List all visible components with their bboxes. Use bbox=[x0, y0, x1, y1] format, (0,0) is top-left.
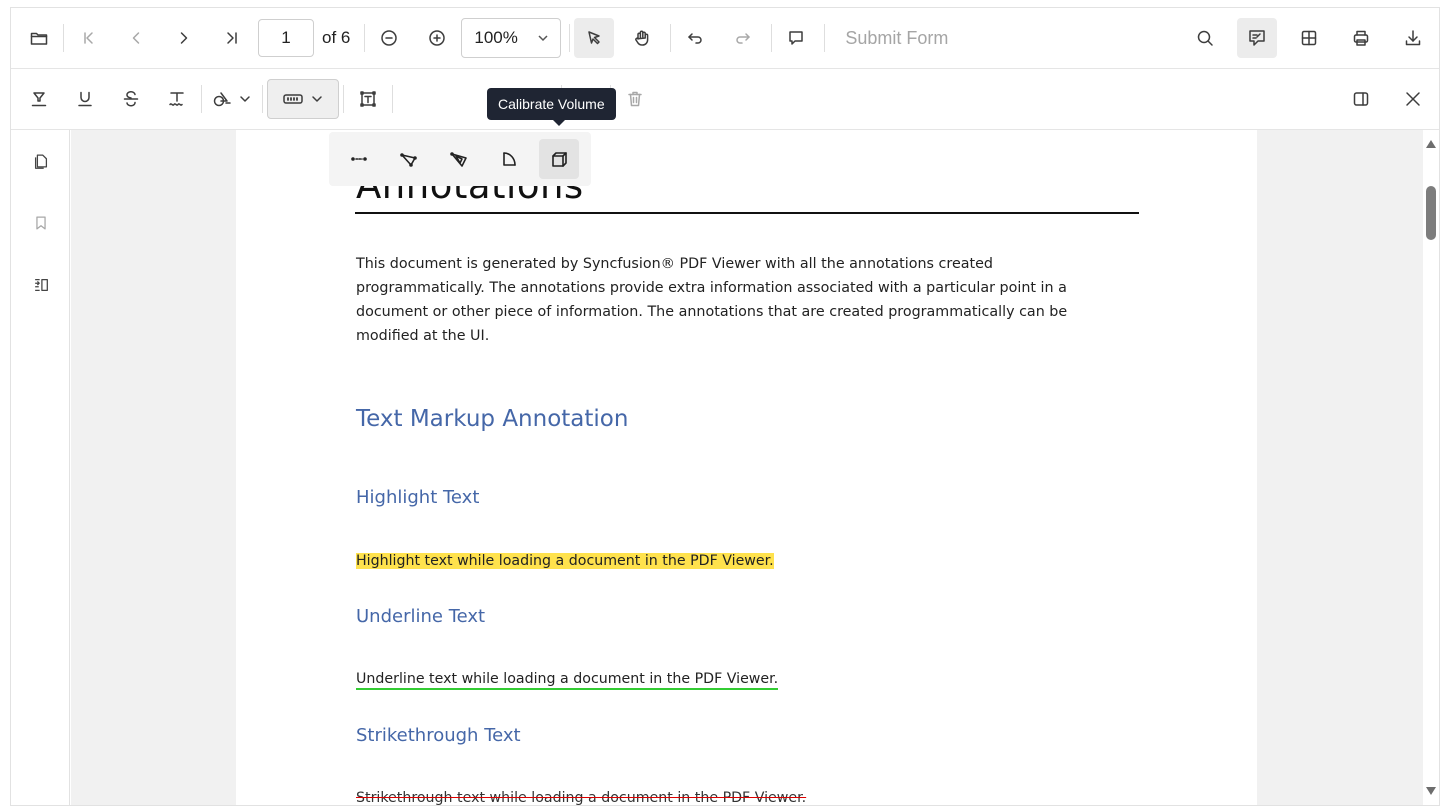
undo-icon[interactable] bbox=[675, 18, 715, 58]
previous-page-icon[interactable] bbox=[116, 18, 156, 58]
divider bbox=[392, 85, 393, 113]
divider bbox=[262, 85, 263, 113]
divider bbox=[569, 24, 570, 52]
vertical-scrollbar[interactable] bbox=[1423, 130, 1439, 805]
measure-icon bbox=[282, 89, 304, 109]
organize-pages-icon[interactable] bbox=[11, 254, 70, 316]
close-icon[interactable] bbox=[1393, 79, 1433, 119]
underline-heading: Underline Text bbox=[356, 606, 486, 627]
bookmark-icon[interactable] bbox=[11, 192, 70, 254]
pdf-viewer bbox=[10, 7, 1440, 806]
zoom-out-icon[interactable] bbox=[369, 18, 409, 58]
shapes-dropdown[interactable] bbox=[206, 79, 258, 119]
divider bbox=[63, 24, 64, 52]
comment-icon[interactable] bbox=[776, 18, 816, 58]
submit-form-button[interactable]: Submit Form bbox=[845, 27, 949, 48]
navigation-sidebar bbox=[11, 130, 70, 805]
open-folder-icon[interactable] bbox=[19, 18, 59, 58]
document-viewer[interactable] bbox=[71, 130, 1423, 805]
annotation-toolbar bbox=[11, 69, 1439, 130]
title-rule bbox=[355, 212, 1139, 214]
divider bbox=[824, 24, 825, 52]
highlight-heading: Highlight Text bbox=[356, 487, 480, 508]
highlight-icon[interactable] bbox=[19, 79, 59, 119]
underline-icon[interactable] bbox=[65, 79, 105, 119]
annotation-edit-icon[interactable] bbox=[1237, 18, 1277, 58]
measure-popup bbox=[329, 132, 591, 186]
strikethrough-annotation[interactable]: Strikethrough text while loading a document in the PDF Viewer. bbox=[356, 790, 807, 805]
strike-heading: Strikethrough Text bbox=[356, 725, 521, 746]
page-thumbnails-icon[interactable] bbox=[11, 130, 70, 192]
scroll-thumb[interactable] bbox=[1426, 186, 1436, 240]
squiggly-icon[interactable] bbox=[157, 79, 197, 119]
perimeter-icon[interactable] bbox=[389, 139, 429, 179]
last-page-icon[interactable] bbox=[212, 18, 252, 58]
volume-icon[interactable] bbox=[539, 139, 579, 179]
form-designer-icon[interactable] bbox=[1289, 18, 1329, 58]
radius-icon[interactable] bbox=[489, 139, 529, 179]
underline-annotation[interactable]: Underline text while loading a document in the PDF Viewer. bbox=[356, 671, 778, 690]
tooltip: Calibrate Volume bbox=[487, 88, 616, 120]
chevron-down-icon bbox=[310, 92, 324, 106]
zoom-value: 100% bbox=[474, 28, 518, 47]
shapes-icon bbox=[212, 89, 232, 109]
print-icon[interactable] bbox=[1341, 18, 1381, 58]
comment-panel-icon[interactable] bbox=[1341, 79, 1381, 119]
zoom-dropdown[interactable] bbox=[461, 18, 561, 58]
divider bbox=[771, 24, 772, 52]
divider bbox=[364, 24, 365, 52]
download-icon[interactable] bbox=[1393, 18, 1433, 58]
redo-icon[interactable] bbox=[723, 18, 763, 58]
current-page-input[interactable]: 1 bbox=[258, 19, 314, 57]
area-icon[interactable] bbox=[439, 139, 479, 179]
strikethrough-icon[interactable] bbox=[111, 79, 151, 119]
chevron-down-icon bbox=[238, 92, 252, 106]
highlight-annotation[interactable]: Highlight text while loading a document in the PDF Viewer. bbox=[356, 553, 774, 569]
divider bbox=[343, 85, 344, 113]
divider bbox=[670, 24, 671, 52]
divider bbox=[201, 85, 202, 113]
highlight-line bbox=[356, 553, 774, 569]
scroll-down-arrow[interactable] bbox=[1426, 787, 1436, 795]
search-icon[interactable] bbox=[1185, 18, 1225, 58]
zoom-in-icon[interactable] bbox=[417, 18, 457, 58]
section-heading: Text Markup Annotation bbox=[356, 406, 629, 432]
first-page-icon[interactable] bbox=[68, 18, 108, 58]
pdf-page bbox=[236, 130, 1257, 805]
measure-dropdown[interactable] bbox=[267, 79, 339, 119]
underline-line bbox=[356, 671, 778, 687]
free-text-icon[interactable] bbox=[348, 79, 388, 119]
next-page-icon[interactable] bbox=[164, 18, 204, 58]
select-pointer-icon[interactable] bbox=[574, 18, 614, 58]
pan-hand-icon[interactable] bbox=[622, 18, 662, 58]
page-count-label: of 6 bbox=[322, 28, 351, 47]
chevron-down-icon bbox=[536, 31, 550, 45]
scroll-up-arrow[interactable] bbox=[1426, 140, 1436, 148]
intro-paragraph: This document is generated by Syncfusion® PDF Viewer with all the annotations created programmatically. The annotations provide extra information associated with a particular point in a document or other piece of information. The annotations that are created programmatically can be modified at the UI. bbox=[356, 256, 1068, 344]
distance-icon[interactable] bbox=[339, 139, 379, 179]
delete-icon[interactable] bbox=[615, 79, 655, 119]
strike-line bbox=[356, 790, 806, 805]
main-toolbar bbox=[11, 8, 1439, 69]
